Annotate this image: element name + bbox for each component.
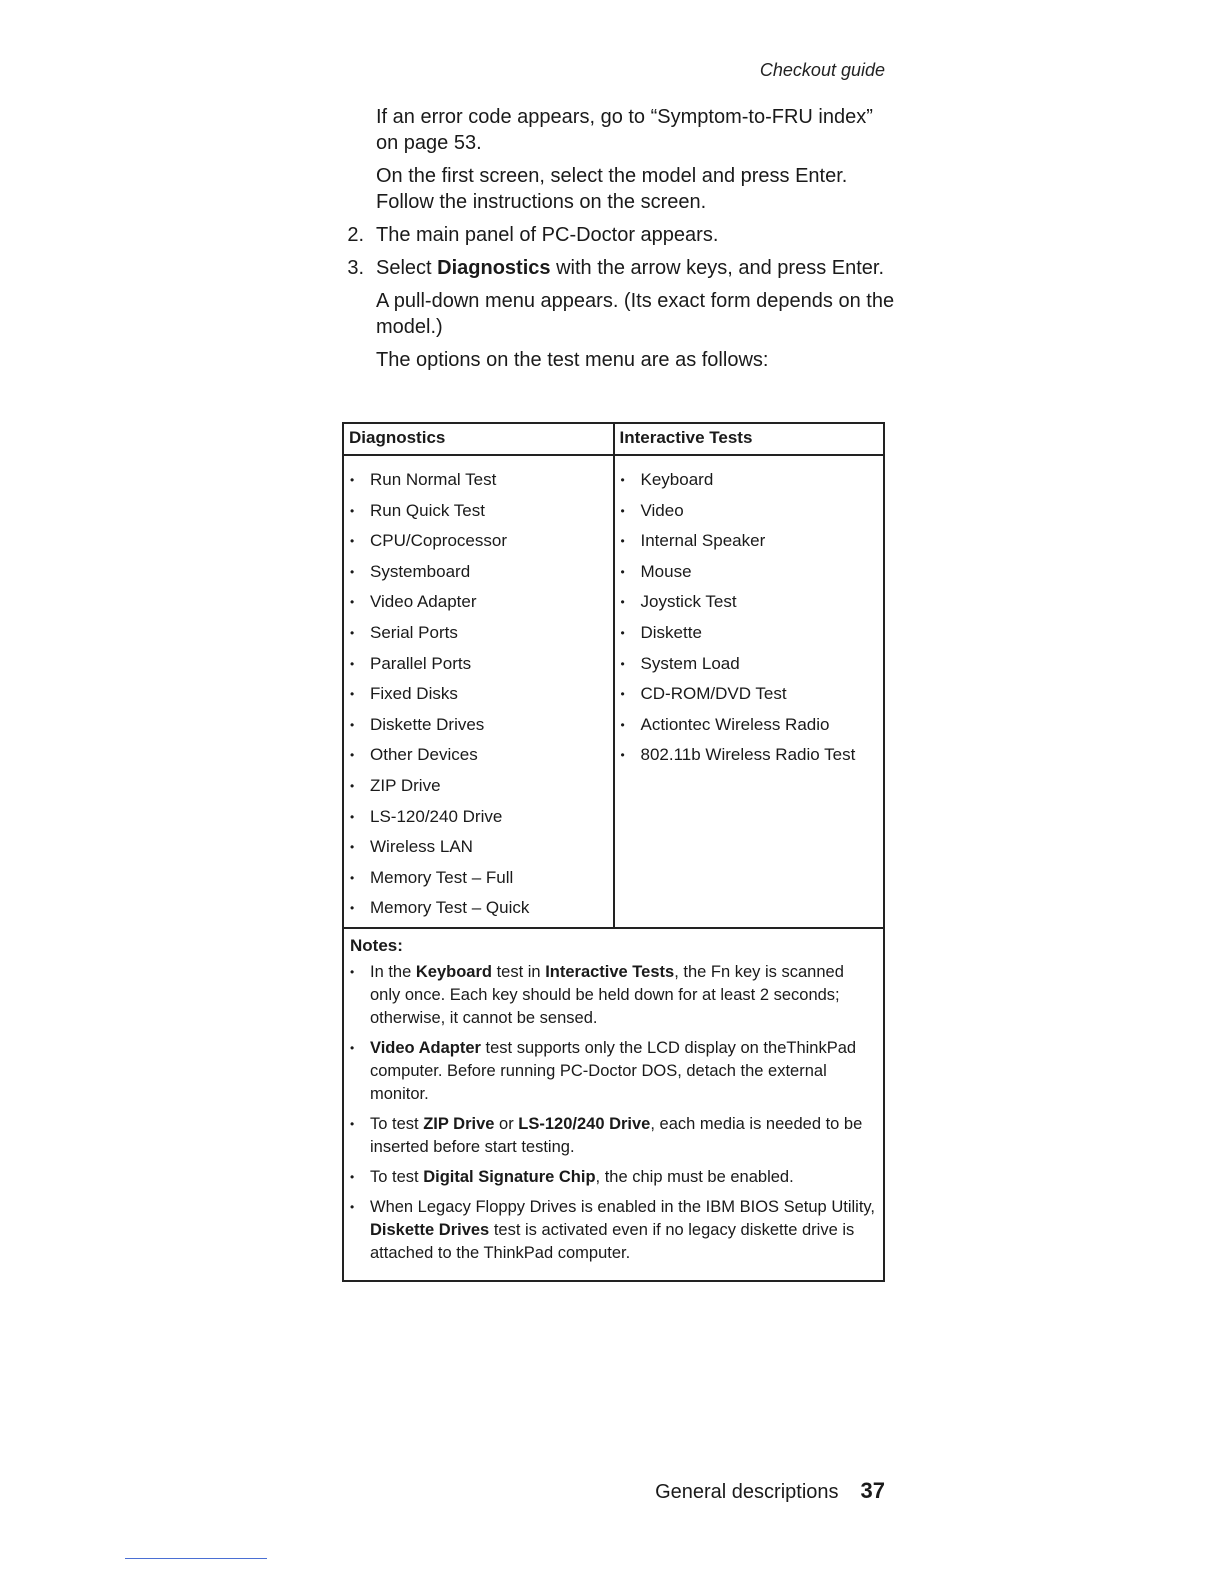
list-item: • Serial Ports	[344, 619, 613, 650]
interactive-tests-column-header: Interactive Tests	[619, 428, 753, 447]
first-screen-paragraph: On the first screen, select the model and press Enter. Follow the instructions on the screen.	[376, 165, 848, 213]
list-item: • 802.11b Wireless Radio Test	[615, 741, 884, 772]
diagnostics-column-header: Diagnostics	[344, 424, 615, 454]
step-text: with the arrow keys, and press Enter.	[550, 257, 885, 279]
note-item: • To test Digital Signature Chip, the chip must be enabled.	[350, 1166, 877, 1189]
step-2	[347, 222, 896, 248]
test-menu-table	[342, 422, 885, 1282]
table-header-row	[344, 424, 883, 456]
list-item: • Internal Speaker	[615, 527, 884, 558]
notes-section	[344, 929, 883, 1280]
list-item: • Systemboard	[344, 558, 613, 589]
step-3	[347, 255, 896, 281]
list-item: • Fixed Disks	[344, 680, 613, 711]
note-item: • In the Keyboard test in Interactive Tests, the Fn key is scanned only once. Each key should be held down for at least 2 seconds; otherwise, it cannot be sensed.	[350, 961, 877, 1030]
list-item: • Video Adapter	[344, 588, 613, 619]
list-item: • Memory Test – Quick	[344, 894, 613, 925]
step-bold-term: Diagnostics	[437, 257, 551, 279]
step-number: 3 .	[340, 255, 364, 281]
list-item: • Keyboard	[615, 466, 884, 497]
bottom-divider	[125, 1558, 267, 1559]
note-item: • When Legacy Floppy Drives is enabled in the IBM BIOS Setup Utility, Diskette Drives test is activated even if no legacy diskette drive is attached to the ThinkPad computer.	[350, 1196, 877, 1265]
list-item: • Video	[615, 497, 884, 528]
list-item: • Other Devices	[344, 741, 613, 772]
step-text: The main panel of PC-Doctor appears.	[376, 224, 719, 246]
list-item: • Mouse	[615, 558, 884, 589]
list-item: • Run Normal Test	[344, 466, 613, 497]
list-item: • LS-120/240 Drive	[344, 803, 613, 834]
note-item: • Video Adapter test supports only the LCD display on theThinkPad computer. Before running PC-Doctor DOS, detach the external monitor.	[350, 1037, 877, 1106]
list-item: • Diskette Drives	[344, 711, 613, 742]
footer-section-title: General descriptions	[655, 1481, 839, 1503]
options-paragraph: The options on the test menu are as follows:	[376, 349, 769, 371]
list-item: • ZIP Drive	[344, 772, 613, 803]
list-item: • Memory Test – Full	[344, 864, 613, 895]
pulldown-paragraph: A pull-down menu appears. (Its exact form depends on the model.)	[376, 290, 895, 338]
list-item: • Joystick Test	[615, 588, 884, 619]
step-text: Select	[376, 257, 438, 279]
notes-title: Notes:	[350, 935, 403, 955]
list-item: • CD-ROM/DVD Test	[615, 680, 884, 711]
list-item: • Run Quick Test	[344, 497, 613, 528]
list-item: • System Load	[615, 650, 884, 681]
step-number: 2 .	[340, 222, 364, 248]
list-item: • Wireless LAN	[344, 833, 613, 864]
page-footer	[655, 1478, 885, 1504]
interactive-tests-column	[615, 456, 884, 927]
error-code-paragraph: If an error code appears, go to “Symptom-to-FRU index” on page 53.	[376, 106, 873, 154]
list-item: • Parallel Ports	[344, 650, 613, 681]
list-item: • Diskette	[615, 619, 884, 650]
list-item: • CPU/Coprocessor	[344, 527, 613, 558]
table-body-row	[344, 456, 883, 929]
list-item: • Actiontec Wireless Radio	[615, 711, 884, 742]
diagnostics-column	[344, 456, 615, 927]
running-header: Checkout guide	[759, 60, 885, 80]
page-number: 37	[860, 1478, 885, 1503]
note-item: • To test ZIP Drive or LS-120/240 Drive, each media is needed to be inserted before start testing.	[350, 1113, 877, 1159]
intro-text	[347, 104, 896, 380]
